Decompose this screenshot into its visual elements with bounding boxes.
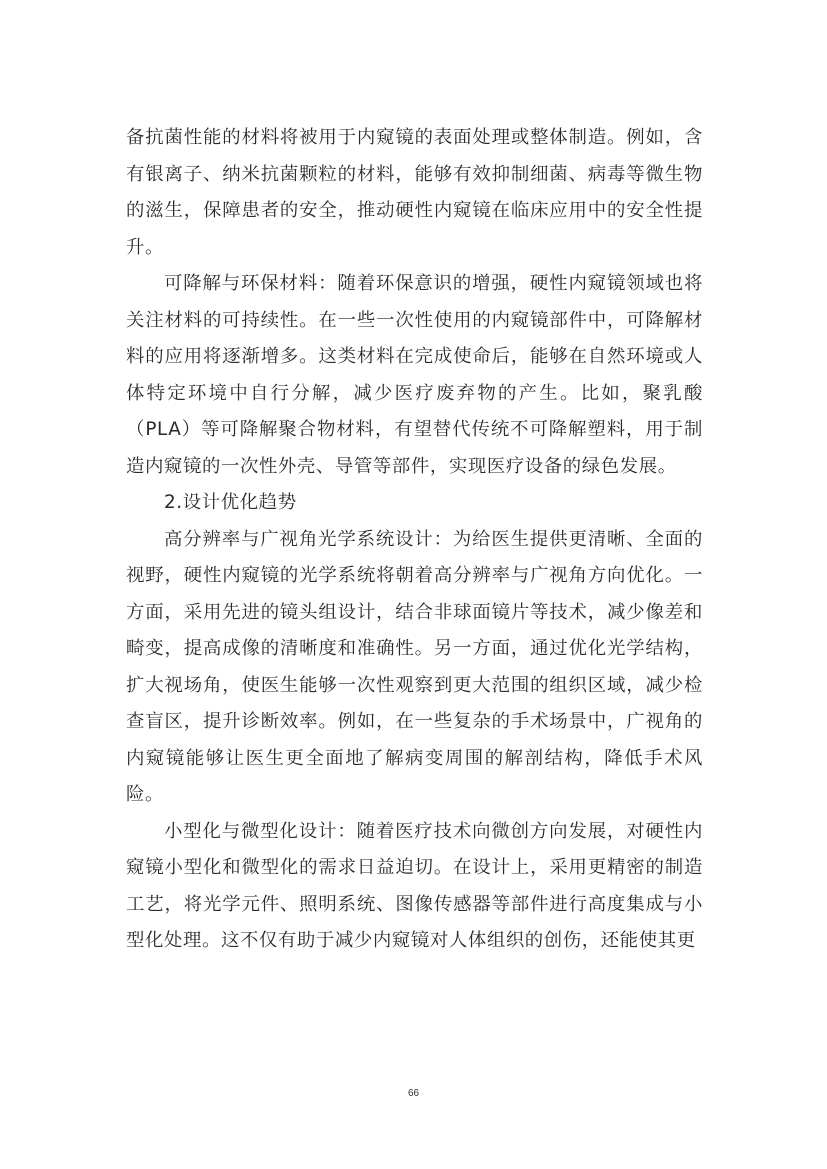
section-heading: 2.设计优化趋势	[164, 492, 297, 513]
page-number: 66	[407, 1088, 420, 1099]
paragraph-antibacterial-continued: 备抗菌性能的材料将被用于内窥镜的表面处理或整体制造。例如，含有银离子、纳米抗菌颗粒的材料，能够有效抑制细菌、病毒等微生物的滋生，保障患者的安全，推动硬性内窥镜在临床应用中的安全性提升。	[126, 127, 703, 258]
paragraph-degradable-materials: 可降解与环保材料：随着环保意识的增强，硬性内窥镜领域也将关注材料的可持续性。在一些一次性使用的内窥镜部件中，可降解材料的应用将逐渐增多。这类材料在完成使命后，能够在自然环境或人体特定环境中自行分解，减少医疗废弃物的产生。比如，聚乳酸（PLA）等可降解聚合物材料，有望替代传统不可降解塑料，用于制造内窥镜的一次性外壳、导管等部件，实现医疗设备的绿色发展。	[126, 273, 703, 477]
page-content	[126, 120, 703, 960]
paragraph-miniaturization: 小型化与微型化设计：随着医疗技术向微创方向发展，对硬性内窥镜小型化和微型化的需求日益迫切。在设计上，采用更精密的制造工艺，将光学元件、照明系统、图像传感器等部件进行高度集成与小型化处理。这不仅有助于减少内窥镜对人体组织的创伤，还能使其更	[126, 820, 703, 951]
paragraph-optical-design: 高分辨率与广视角光学系统设计：为给医生提供更清晰、全面的视野，硬性内窥镜的光学系统将朝着高分辨率与广视角方向优化。一方面，采用先进的镜头组设计，结合非球面镜片等技术，减少像差和畸变，提高成像的清晰度和准确性。另一方面，通过优化光学结构，扩大视场角，使医生能够一次性观察到更大范围的组织区域，减少检查盲区，提升诊断效率。例如，在一些复杂的手术场景中，广视角的内窥镜能够让医生更全面地了解病变周围的解剖结构，降低手术风险。	[126, 528, 703, 805]
